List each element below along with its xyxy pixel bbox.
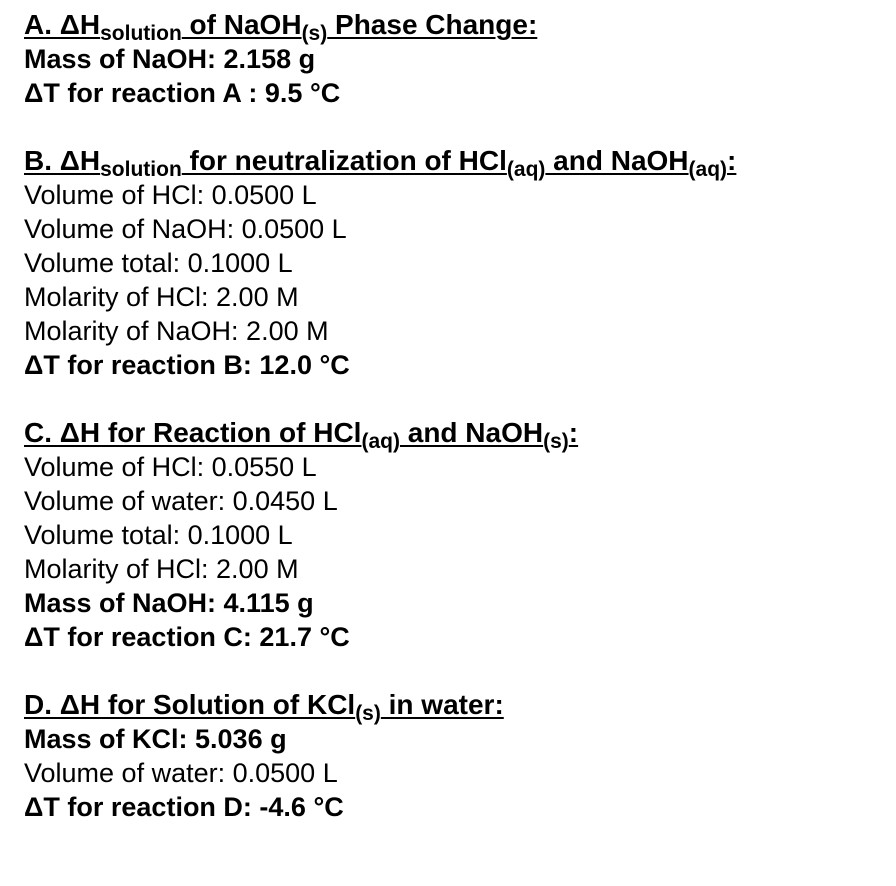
heading-subscript: (s)	[355, 702, 381, 725]
heading-text: D. ΔH for Solution of KCl	[24, 689, 356, 720]
heading-subscript: (s)	[543, 430, 569, 453]
molarity-hcl-c: Molarity of HCl: 2.00 M	[24, 554, 299, 584]
heading-text: :	[727, 145, 737, 176]
volume-naoh-b: Volume of NaOH: 0.0500 L	[24, 214, 347, 244]
section-a	[24, 8, 884, 110]
delta-t-b: ΔT for reaction B: 12.0 °C	[24, 350, 350, 380]
section-a-heading	[24, 8, 884, 45]
section-d	[24, 688, 884, 824]
spacer	[24, 110, 884, 144]
heading-subscript: solution	[100, 22, 182, 45]
delta-t-d: ΔT for reaction D: -4.6 °C	[24, 792, 344, 822]
molarity-hcl-b: Molarity of HCl: 2.00 M	[24, 282, 299, 312]
volume-water-c: Volume of water: 0.0450 L	[24, 486, 338, 516]
delta-t-a: ΔT for reaction A : 9.5 °C	[24, 78, 341, 108]
heading-subscript: (s)	[301, 22, 328, 45]
heading-text: C. ΔH for Reaction of HCl	[24, 417, 362, 448]
volume-total-b: Volume total: 0.1000 L	[24, 248, 293, 278]
volume-hcl-c: Volume of HCl: 0.0550 L	[24, 452, 317, 482]
heading-text: and NaOH	[399, 417, 544, 448]
molarity-naoh-b: Molarity of NaOH: 2.00 M	[24, 316, 329, 346]
delta-t-c: ΔT for reaction C: 21.7 °C	[24, 622, 350, 652]
document	[24, 8, 884, 824]
heading-text: Phase Change:	[327, 9, 538, 40]
spacer	[24, 382, 884, 416]
section-d-heading	[24, 688, 884, 725]
spacer	[24, 654, 884, 688]
volume-hcl-b: Volume of HCl: 0.0500 L	[24, 180, 317, 210]
heading-text: in water:	[380, 689, 504, 720]
section-c	[24, 416, 884, 654]
heading-text: A. ΔH	[24, 9, 101, 40]
mass-kcl-d: Mass of KCl: 5.036 g	[24, 724, 287, 754]
heading-text: :	[568, 417, 579, 448]
mass-naoh-a: Mass of NaOH: 2.158 g	[24, 44, 316, 74]
volume-water-d: Volume of water: 0.0500 L	[24, 758, 338, 788]
heading-text: for neutralization of HCl	[181, 145, 507, 176]
section-b-heading	[24, 144, 884, 181]
heading-text: B. ΔH	[24, 145, 101, 176]
mass-naoh-c: Mass of NaOH: 4.115 g	[24, 588, 314, 618]
heading-text: of NaOH	[181, 9, 302, 40]
heading-text: and NaOH	[545, 145, 689, 176]
heading-subscript: solution	[100, 158, 182, 181]
volume-total-c: Volume total: 0.1000 L	[24, 520, 293, 550]
heading-subscript: (aq)	[506, 158, 546, 181]
heading-subscript: (aq)	[361, 430, 400, 453]
section-b	[24, 144, 884, 382]
section-c-heading	[24, 416, 884, 453]
heading-subscript: (aq)	[688, 158, 728, 181]
